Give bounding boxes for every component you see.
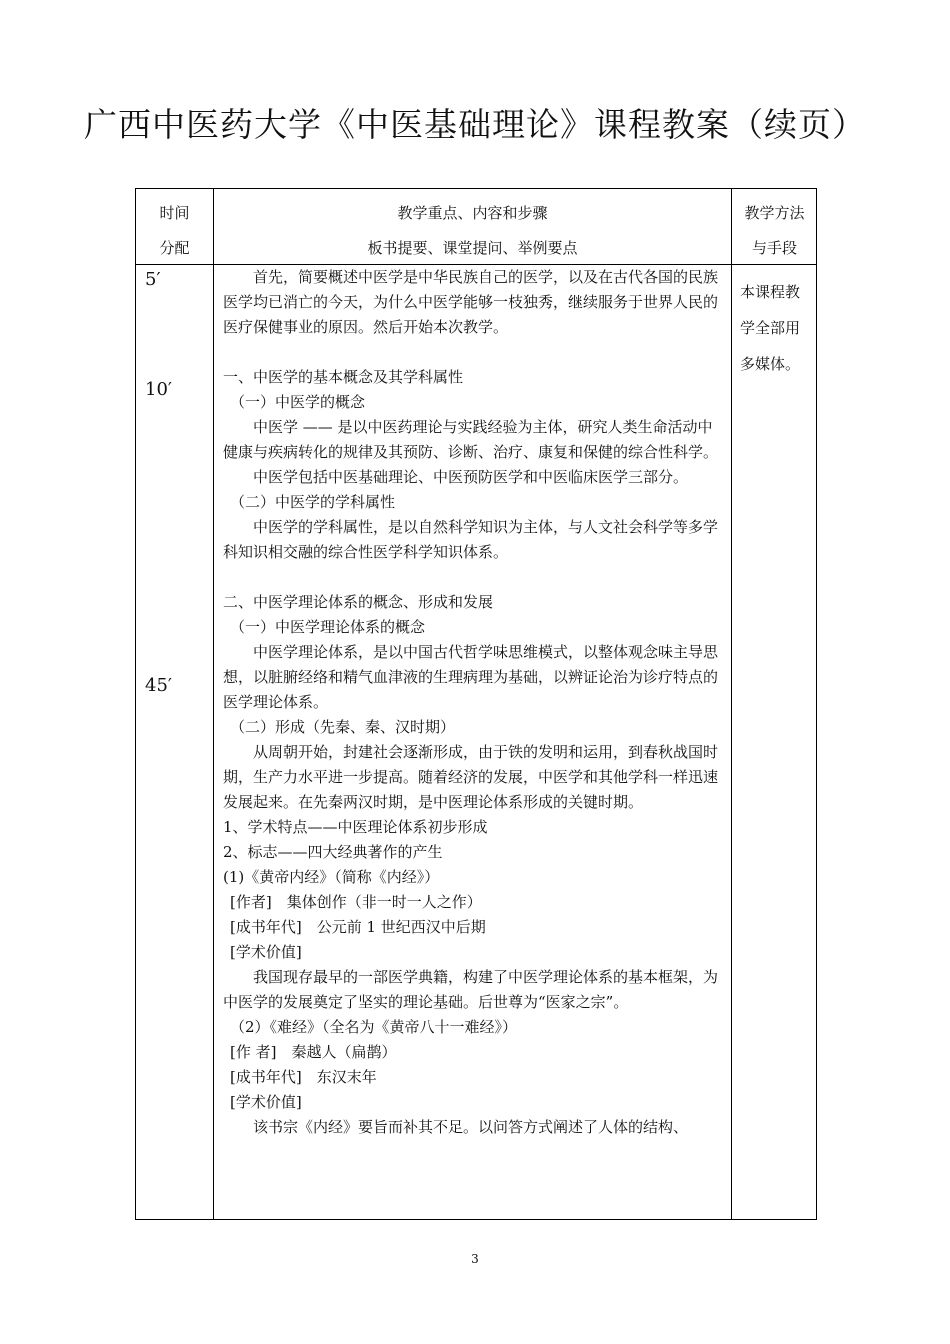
- content-paragraph: 一、中医学的基本概念及其学科属性: [223, 368, 464, 386]
- content-paragraph: （2）《难经》（全名为《黄帝八十一难经》）: [230, 1018, 518, 1036]
- time-mark: 5′: [145, 269, 161, 290]
- content-paragraph: 中医学的学科属性，是以自然科学知识为主体，与人文社会科学等多学科知识相交融的综合性医学科学知识体系。: [223, 518, 719, 561]
- document-title: 广西中医药大学《中医基础理论》课程教案（续页）: [84, 105, 866, 144]
- header-teaching-method: [732, 196, 817, 266]
- method-line: 多媒体。: [740, 355, 801, 373]
- content-paragraph: [作者] 集体创作（非一时一人之作）: [230, 893, 482, 911]
- header-method-line-1: 教学方法: [744, 204, 805, 222]
- header-time-allocation: [136, 196, 213, 266]
- content-paragraph: 中医学 —— 是以中医药理论与实践经验为主体，研究人类生命活动中健康与疾病转化的规律及其预防、诊断、治疗、康复和保健的综合性科学。: [223, 418, 719, 461]
- header-content-line-1: 教学重点、内容和步骤: [397, 204, 548, 222]
- content-paragraph: 中医学包括中医基础理论、中医预防医学和中医临床医学三部分。: [253, 468, 689, 486]
- content-paragraph: 该书宗《内经》要旨而补其不足。以问答方式阐述了人体的结构、: [253, 1118, 689, 1136]
- column-divider: [731, 189, 732, 1219]
- page-number: 3: [471, 1252, 479, 1266]
- content-paragraph: [成书年代] 公元前 1 世纪西汉中后期: [230, 918, 486, 936]
- teaching-content: [223, 265, 725, 1140]
- method-line: 本课程教: [740, 283, 801, 301]
- content-paragraph: 从周朝开始，封建社会逐渐形成，由于铁的发明和运用，到春秋战国时期，生产力水平进一步提高。随着经济的发展，中医学和其他学科一样迅速发展起来。在先秦两汉时期，是中医理论体系形成的关键时期。: [223, 743, 719, 811]
- time-mark: 10′: [145, 379, 172, 400]
- header-time-line-2: 分配: [159, 239, 190, 257]
- teaching-method-column: [740, 274, 814, 382]
- time-mark: 45′: [145, 675, 172, 696]
- content-paragraph: （二）中医学的学科属性: [230, 493, 396, 511]
- content-paragraph: [学术价值]: [230, 943, 302, 961]
- content-paragraph: （一）中医学理论体系的概念: [230, 618, 426, 636]
- content-paragraph: （一）中医学的概念: [230, 393, 366, 411]
- column-divider: [213, 189, 214, 1219]
- paragraph-spacer: [223, 340, 725, 365]
- method-line: 学全部用: [740, 319, 801, 337]
- content-paragraph: 1、学术特点——中医理论体系初步形成: [223, 818, 488, 836]
- lesson-plan-table: [135, 188, 817, 1220]
- paragraph-spacer: [223, 565, 725, 590]
- content-paragraph: 中医学理论体系，是以中国古代哲学味思维模式，以整体观念味主导思想，以脏腑经络和精气血津液的生理病理为基础，以辨证论治为诊疗特点的医学理论体系。: [223, 643, 719, 711]
- header-content-line-2: 板书提要、课堂提问、举例要点: [367, 239, 578, 257]
- header-time-line-1: 时间: [159, 204, 190, 222]
- content-paragraph: [作 者] 秦越人（扁鹊）: [230, 1043, 397, 1061]
- content-paragraph: [成书年代] 东汉末年: [230, 1068, 377, 1086]
- header-method-line-2: 与手段: [751, 239, 797, 257]
- content-paragraph: （二）形成（先秦、秦、汉时期）: [230, 718, 456, 736]
- header-teaching-content: [214, 196, 731, 266]
- content-paragraph: 我国现存最早的一部医学典籍，构建了中医学理论体系的基本框架，为中医学的发展奠定了坚实的理论基础。后世尊为“医家之宗”。: [223, 968, 719, 1011]
- content-paragraph: 首先，简要概述中医学是中华民族自己的医学，以及在古代各国的民族医学均已消亡的今天，为什么中医学能够一枝独秀，继续服务于世界人民的医疗保健事业的原因。然后开始本次教学。: [223, 268, 719, 336]
- content-paragraph: 二、中医学理论体系的概念、形成和发展: [223, 593, 494, 611]
- content-paragraph: 2、标志——四大经典著作的产生: [223, 843, 443, 861]
- content-paragraph: (1)《黄帝内经》（简称《内经》）: [223, 868, 440, 886]
- content-paragraph: [学术价值]: [230, 1093, 302, 1111]
